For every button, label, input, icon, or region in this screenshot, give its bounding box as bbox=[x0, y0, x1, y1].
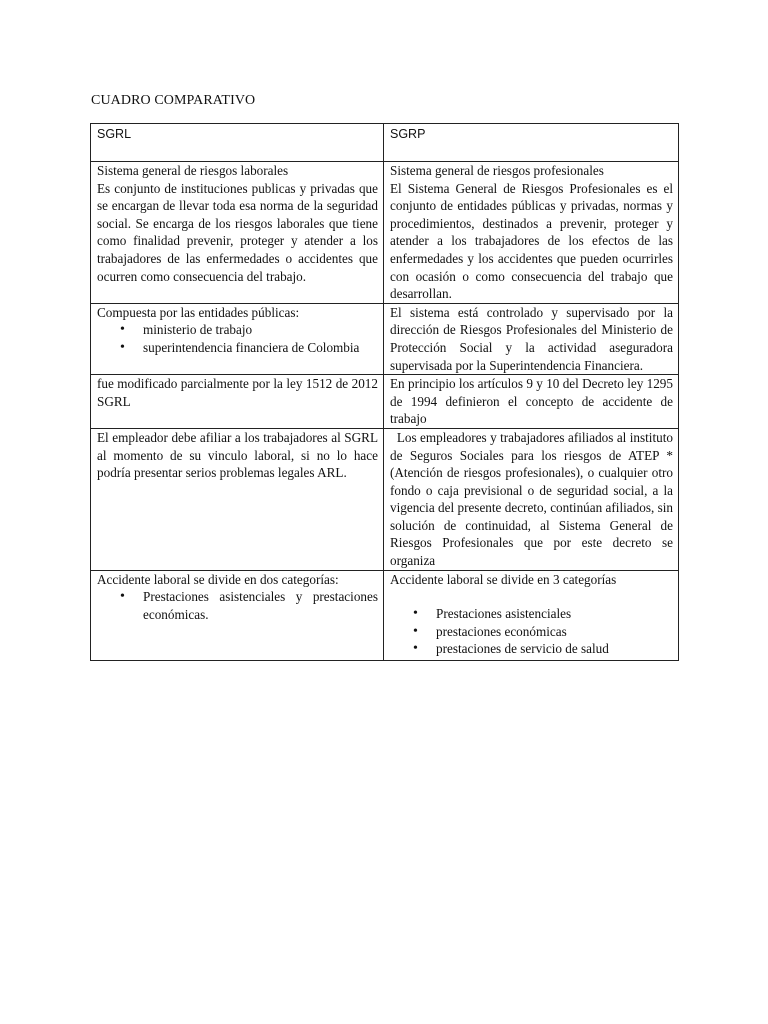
list-item: • prestaciones económicas bbox=[436, 623, 673, 641]
table-cell bbox=[384, 428, 679, 570]
table-row bbox=[91, 375, 679, 429]
table-cell bbox=[91, 303, 384, 374]
bullet-list bbox=[390, 605, 673, 658]
header-cell-sgrl: SGRL bbox=[91, 124, 384, 162]
list-item: • Prestaciones asistenciales y prestaciones económicas. bbox=[143, 588, 378, 623]
cell-text: En principio los artículos 9 y 10 del Decreto ley 1295 de 1994 definieron el concepto de accidente de trabajo bbox=[390, 376, 673, 427]
document-title: CUADRO COMPARATIVO bbox=[91, 93, 256, 108]
list-item: • ministerio de trabajo bbox=[143, 321, 378, 339]
cell-text: Compuesta por las entidades públicas: bbox=[97, 304, 300, 320]
table-row bbox=[91, 570, 679, 660]
cell-text: Los empleadores y trabajadores afiliados al instituto de Seguros Sociales para los riesgos de ATEP *(Atención de riesgos profesionales), o cualquier otro fondo o caja previsional o de seguridad social, a la vigencia del presente decreto, continúan afiliados, sin solución de continuidad, al Sistema General de Riesgos Profesionales que por este decreto se organiza bbox=[390, 429, 677, 569]
table-row bbox=[91, 303, 679, 374]
spacer bbox=[390, 588, 673, 605]
cell-subtitle: Sistema general de riesgos profesionales bbox=[390, 163, 604, 178]
table-cell bbox=[91, 570, 384, 660]
cell-subtitle: Sistema general de riesgos laborales bbox=[97, 163, 289, 178]
bullet-list bbox=[97, 588, 378, 623]
table-cell bbox=[384, 162, 679, 304]
table-cell bbox=[91, 428, 384, 570]
cell-text: fue modificado parcialmente por la ley 1512 de 2012 SGRL bbox=[97, 376, 378, 409]
list-item: • Prestaciones asistenciales bbox=[436, 605, 673, 623]
cell-text: Accidente laboral se divide en 3 categorías bbox=[390, 571, 617, 587]
table-cell bbox=[384, 375, 679, 429]
table-cell bbox=[384, 570, 679, 660]
table-cell bbox=[91, 375, 384, 429]
list-item: • superintendencia financiera de Colombia bbox=[143, 339, 378, 357]
cell-text: Accidente laboral se divide en dos categorías: bbox=[97, 571, 339, 587]
bullet-list bbox=[97, 321, 378, 356]
list-item: • prestaciones de servicio de salud bbox=[436, 640, 673, 658]
cell-text: El sistema está controlado y supervisado por la dirección de Riesgos Profesionales del Ministerio de Protección Social y la actividad aseguradora supervisada por la Superintendencia Financiera. bbox=[390, 304, 673, 373]
comparison-table bbox=[90, 123, 679, 661]
cell-text: El Sistema General de Riesgos Profesionales es el conjunto de entidades públicas y privadas, normas y procedimientos, destinados a prevenir, proteger y atender a los trabajadores de los efectos de las enfermedades y los accidentes que pueden ocurrirles con ocasión o como consecuencia del trabajo que desarrollan. bbox=[390, 180, 673, 302]
table-cell bbox=[384, 303, 679, 374]
cell-text: El empleador debe afiliar a los trabajadores al SGRL al momento de su vinculo laboral, si no lo hace podría presentar serios problemas legales ARL. bbox=[97, 429, 378, 481]
table-row bbox=[91, 162, 679, 304]
table-row bbox=[91, 428, 679, 570]
cell-text: Es conjunto de instituciones publicas y privadas que se encargan de llevar toda esa norma de la seguridad social. Se encarga de los riesgos laborales que tiene como finalidad prevenir, proteger y atender a los trabajadores de las enfermedades o accidentes que ocurren como consecuencia del trabajo. bbox=[97, 180, 378, 284]
table-cell bbox=[91, 162, 384, 304]
table-header-row bbox=[91, 124, 679, 162]
header-cell-sgrp: SGRP bbox=[384, 124, 679, 162]
